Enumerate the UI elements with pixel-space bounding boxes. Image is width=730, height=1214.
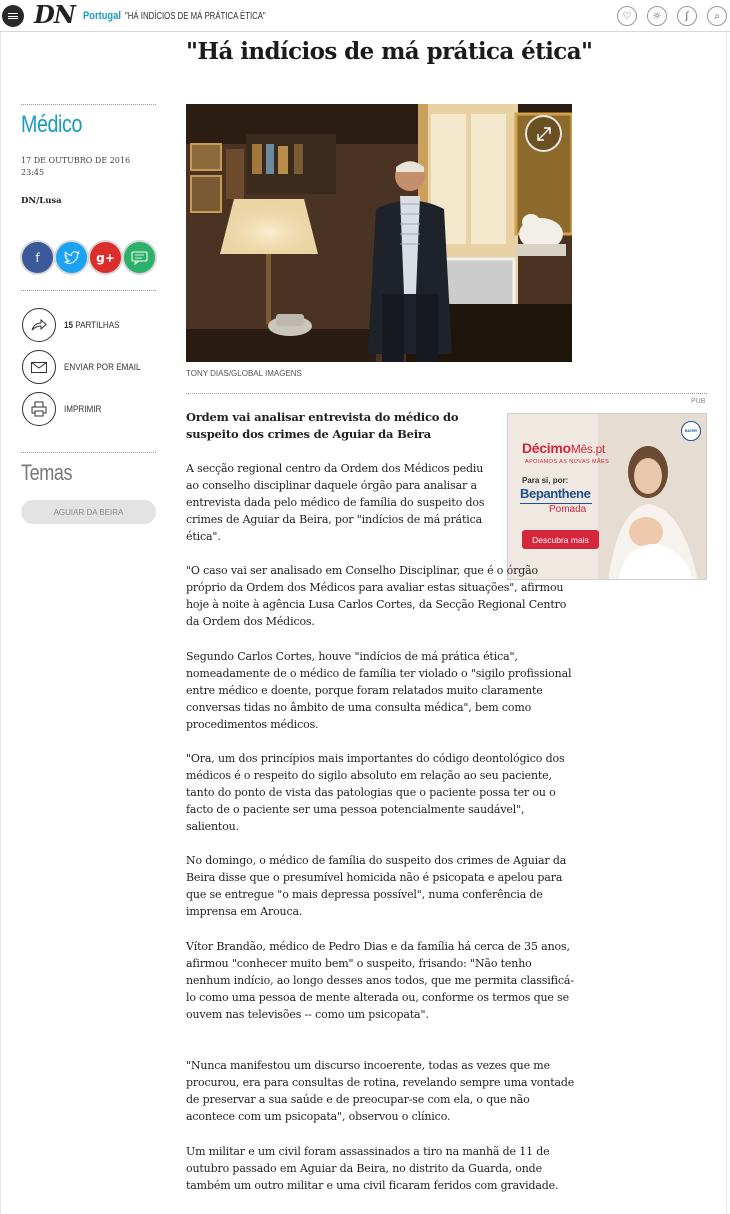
breadcrumb-article-title: "HÁ INDÍCIOS DE MÁ PRÁTICA ÉTICA" (125, 11, 266, 22)
author: DN/Lusa (21, 196, 62, 206)
googleplus-icon: g+ (96, 250, 115, 265)
ad-tagline: APOIAMOS AS NOVAS MÃES (525, 459, 610, 465)
ad-para-si: Para si, por: (522, 476, 569, 485)
divider (186, 393, 707, 394)
ad-brand-suffix: Mês.pt (570, 442, 605, 456)
facebook-icon: f (35, 250, 40, 265)
quill-icon[interactable]: ʃ (677, 6, 697, 26)
share-count: 15 (64, 320, 74, 330)
printer-icon (22, 392, 56, 426)
photo-credit: TONY DIAS/GLOBAL IMAGENS (186, 369, 302, 378)
ad-banner[interactable] (507, 413, 707, 580)
email-label: ENVIAR POR EMAIL (64, 362, 141, 372)
facebook-share-button[interactable] (22, 242, 53, 273)
page-border-right (726, 32, 727, 1214)
page-title: "Há indícios de má prática ética" (186, 38, 593, 65)
comment-button[interactable] (124, 242, 155, 273)
ad-cta-button[interactable]: Descubra mais (522, 530, 599, 549)
topics-title: Temas (21, 460, 73, 485)
expand-photo-button[interactable] (525, 115, 562, 152)
photo-illustration (186, 104, 572, 362)
sun-icon[interactable]: ☼ (647, 6, 667, 26)
twitter-share-button[interactable] (56, 242, 87, 273)
article-lead: Ordem vai analisar entrevista do médico do suspeito dos crimes de Aguiar da Beira (186, 410, 459, 441)
page-border-left (0, 32, 1, 1214)
ad-brand (522, 440, 605, 456)
divider (21, 104, 156, 105)
article-photo[interactable] (186, 104, 572, 362)
ad-product-form: Pomada (549, 504, 587, 515)
section-title[interactable]: Médico (21, 111, 82, 138)
article-paragraph: "Nunca manifestou um discurso incoerente, todas as vezes que me procurou, era para consultas de rotina, revelando sempre uma vontade de preservar a sua saúde e de preocupar-se com ela, o que não acontece com um psicopata", observou o clínico. (186, 1059, 575, 1123)
expand-icon (535, 125, 553, 143)
divider (21, 290, 156, 291)
bayer-logo: BAYER (681, 421, 701, 441)
divider (21, 452, 156, 453)
article-paragraph: Um militar e um civil foram assassinados a tiro na manhã de 11 de outubro passado em Aguiar da Beira, no distrito da Guarda, onde também um outro militar e uma civil ficaram feridos com gravidade. (186, 1145, 559, 1192)
publish-date: 17 DE OUTUBRO DE 2016 (21, 156, 131, 165)
heart-icon[interactable]: ♡ (617, 6, 637, 26)
article-paragraph: No domingo, o médico de família do suspeito dos crimes de Aguiar da Beira disse que o presumível homicida não é psicopata e apelou para que se entregue "o mais depressa possível", numa conferência de imprensa em Arouca. (186, 854, 567, 918)
breadcrumb-section[interactable]: Portugal (83, 10, 121, 22)
comment-icon (131, 251, 149, 265)
dn-logo[interactable]: DN (34, 0, 75, 29)
menu-icon[interactable] (2, 5, 24, 27)
top-bar (0, 0, 730, 32)
publish-time: 23:45 (21, 168, 45, 177)
article-paragraph: A secção regional centro da Ordem dos Médicos pediu ao conselho disciplinar daquele órgão para analisar a entrevista dada pelo médico de família do suspeito dos crimes de Aguiar da Beira, por "indícios de má prática ética". (186, 462, 485, 543)
envelope-icon (22, 350, 56, 384)
article-paragraph: "Ora, um dos princípios mais importantes do código deontológico dos médicos é o respeito do sigilo absoluto em relação ao seu paciente, tanto do ponto de vista das patologias que o paciente possa ter ou o facto de o paciente ser uma pessoa potencialmente saudável", salientou. (186, 752, 565, 833)
search-icon[interactable]: ⌕ (707, 6, 727, 26)
article-paragraph: "O caso vai ser analisado em Conselho Disciplinar, que é o órgão próprio da Ordem dos Médicos para avaliar estas situações", afirmou hoje à noite à agência Lusa Carlos Cortes, da Secção Regional Centro da Ordem dos Médicos. (186, 564, 567, 628)
twitter-icon (64, 251, 80, 265)
ad-brand-main: Décimo (522, 440, 571, 456)
share-arrow-icon (22, 308, 56, 342)
share-count-label: PARTILHAS (75, 320, 120, 330)
ad-product: Bepanthene (520, 486, 591, 501)
article-paragraph: Segundo Carlos Cortes, houve "indícios de má prática ética", nomeadamente de o médico de família ter violado o "sigilo profissional entre médico e doente, porque foram relatados muito claramente conversas tidas no âmbito de uma consulta médica", bem como procedimentos médicos. (186, 650, 572, 731)
ad-label: PUB (691, 398, 706, 405)
googleplus-share-button[interactable] (90, 242, 121, 273)
article-paragraph: Vítor Brandão, médico de Pedro Dias e da família há cerca de 35 anos, afirmou "conhecer muito bem" o suspeito, frisando: "Não tenho nenhum indício, ao longo desses anos todos, que me permita classificá-lo como uma pessoa de mente alterada ou, conforme os termos que se ouvem nas televisões -- como um psicopata". (186, 940, 574, 1021)
topic-tag[interactable]: AGUIAR DA BEIRA (21, 500, 156, 524)
print-label: IMPRIMIR (64, 404, 102, 414)
